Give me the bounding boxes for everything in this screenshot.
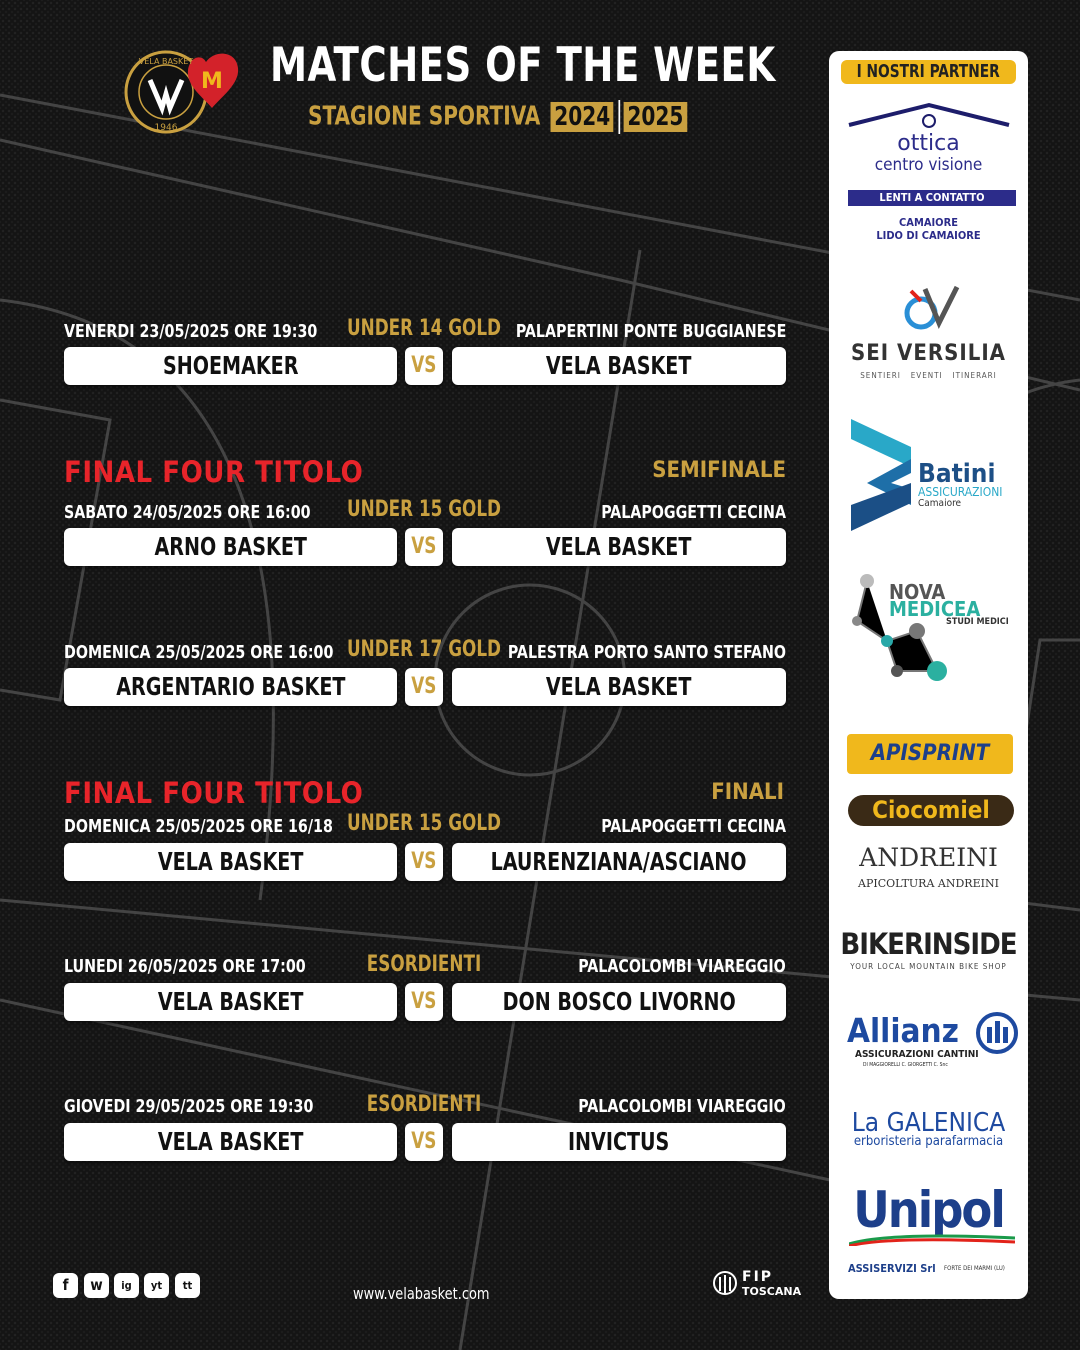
- match-2-datetime: SABATO 24/05/2025 ORE 16:00: [64, 502, 311, 523]
- unipol-flag-stripe: [849, 1234, 1015, 1246]
- galenica-sub: erboristeria parafarmacia: [853, 1134, 1004, 1149]
- match-1-datetime: VENERDI 23/05/2025 ORE 19:30: [64, 321, 318, 342]
- svg-text:1946: 1946: [154, 123, 178, 133]
- andreini-sub: APICOLTURA ANDREINI: [858, 877, 999, 890]
- match-6-away-team: INVICTUS: [452, 1123, 786, 1161]
- match-4-category: UNDER 15 GOLD: [346, 811, 502, 836]
- whatsapp-icon[interactable]: w: [84, 1273, 109, 1298]
- nova-medicea-line2: MEDICEA: [889, 597, 981, 621]
- match-1-home-team: SHOEMAKER: [64, 347, 397, 385]
- allianz-eagle-icon: [975, 1011, 1019, 1055]
- allianz-sub: ASSICURAZIONI CANTINI: [855, 1049, 979, 1060]
- match-5-venue: PALACOLOMBI VIAREGGIO: [578, 956, 786, 977]
- allianz-sub2: DI MAGGIORELLI C. GIORGETTI C. Snc: [863, 1062, 948, 1068]
- sei-versilia-icon: [829, 283, 1028, 333]
- season-label: STAGIONE SPORTIVA: [308, 101, 541, 132]
- season-divider: [619, 100, 621, 134]
- match-6-vs: VS: [405, 1123, 443, 1161]
- match-4-vs: VS: [405, 843, 443, 881]
- unipol-name: Unipol: [853, 1181, 1004, 1239]
- nova-medicea-line1: NOVA: [889, 580, 946, 604]
- partners-panel: [829, 51, 1028, 1299]
- match-4-away-team: LAURENZIANA/ASCIANO: [452, 843, 786, 881]
- season-year-start: 2024: [551, 102, 614, 132]
- match-4-venue: PALAPOGGETTI CECINA: [601, 816, 786, 837]
- batini-sub: ASSICURAZIONI: [918, 485, 1003, 499]
- match-3-venue: PALESTRA PORTO SANTO STEFANO: [507, 642, 786, 663]
- match-1-away-team: VELA BASKET: [452, 347, 786, 385]
- facebook-icon[interactable]: f: [53, 1273, 78, 1298]
- match-5-datetime: LUNEDI 26/05/2025 ORE 17:00: [64, 956, 306, 977]
- fip-toscana-logo: [712, 1263, 802, 1303]
- bikerinside-name: BIKERINSIDE: [840, 927, 1017, 961]
- match-6-venue: PALACOLOMBI VIAREGGIO: [578, 1096, 786, 1117]
- match-2-home-team: ARNO BASKET: [64, 528, 397, 566]
- match-2-category: UNDER 15 GOLD: [346, 497, 502, 522]
- match-3-away-team: VELA BASKET: [452, 668, 786, 706]
- page-title: MATCHES OF THE WEEK: [270, 38, 776, 93]
- match-6-datetime: GIOVEDI 29/05/2025 ORE 19:30: [64, 1096, 314, 1117]
- season-line: [308, 100, 687, 134]
- ciocomiel-logo: Ciocomiel: [848, 795, 1014, 826]
- match-6-category: ESORDIENTI: [366, 1092, 482, 1117]
- season-year-end: 2025: [624, 102, 687, 132]
- finals-label: FINALI: [711, 780, 784, 805]
- match-5-away-team: DON BOSCO LIVORNO: [452, 983, 786, 1021]
- svg-text:M: M: [201, 69, 223, 94]
- ottica-location-1: CAMAIORE: [899, 216, 958, 229]
- batini-location: Camaiore: [918, 498, 962, 509]
- bikerinside-sub: YOUR LOCAL MOUNTAIN BIKE SHOP: [850, 962, 1007, 971]
- match-2-away-team: VELA BASKET: [452, 528, 786, 566]
- match-1-venue: PALAPERTINI PONTE BUGGIANESE: [515, 321, 786, 342]
- ottica-name: ottica: [897, 131, 960, 156]
- unipol-location: FORTE DEI MARMI (LU): [944, 1265, 1005, 1272]
- vela-basket-logo: [124, 50, 246, 134]
- allianz-name: Allianz: [847, 1011, 959, 1050]
- match-2-venue: PALAPOGGETTI CECINA: [601, 502, 786, 523]
- andreini-name: ANDREINI: [859, 843, 998, 872]
- youtube-icon[interactable]: yt: [144, 1273, 169, 1298]
- match-3-datetime: DOMENICA 25/05/2025 ORE 16:00: [64, 642, 334, 663]
- nova-medicea-sub: STUDI MEDICI: [946, 617, 1009, 627]
- ottica-location-2: LIDO DI CAMAIORE: [876, 229, 981, 242]
- tiktok-icon[interactable]: tt: [175, 1273, 200, 1298]
- match-3-home-team: ARGENTARIO BASKET: [64, 668, 397, 706]
- match-5-home-team: VELA BASKET: [64, 983, 397, 1021]
- website-link[interactable]: www.velabasket.com: [353, 1284, 490, 1303]
- match-3-category: UNDER 17 GOLD: [346, 637, 502, 662]
- ottica-band: LENTI A CONTATTO: [848, 190, 1016, 206]
- match-4-home-team: VELA BASKET: [64, 843, 397, 881]
- svg-text:VELA BASKET: VELA BASKET: [138, 57, 194, 66]
- batini-icon: [847, 419, 915, 531]
- instagram-icon[interactable]: ig: [114, 1273, 139, 1298]
- match-3-vs: VS: [405, 668, 443, 706]
- ottica-subname: centro visione: [874, 155, 983, 175]
- match-1-vs: VS: [405, 347, 443, 385]
- sei-versilia-name: SEI VERSILIA: [850, 341, 1006, 366]
- batini-name: Batini: [918, 459, 996, 489]
- match-5-vs: VS: [405, 983, 443, 1021]
- final-four-label-1: FINAL FOUR TITOLO: [64, 455, 364, 489]
- match-1-category: UNDER 14 GOLD: [346, 316, 502, 341]
- unipol-sub: ASSISERVIZI Srl: [848, 1262, 936, 1275]
- semifinal-label: SEMIFINALE: [652, 458, 786, 483]
- match-4-datetime: DOMENICA 25/05/2025 ORE 16/18: [64, 816, 333, 837]
- match-5-category: ESORDIENTI: [366, 952, 482, 977]
- svg-text:TOSCANA: TOSCANA: [742, 1285, 802, 1298]
- match-2-vs: VS: [405, 528, 443, 566]
- partners-title: I NOSTRI PARTNER: [841, 60, 1016, 84]
- apisprint-logo: APISPRINT: [847, 734, 1013, 774]
- sei-versilia-tagline: SENTIERI EVENTI ITINERARI: [860, 371, 997, 380]
- svg-text:FIP: FIP: [742, 1269, 774, 1285]
- final-four-label-2: FINAL FOUR TITOLO: [64, 776, 364, 810]
- match-6-home-team: VELA BASKET: [64, 1123, 397, 1161]
- galenica-name: La GALENICA: [851, 1108, 1006, 1138]
